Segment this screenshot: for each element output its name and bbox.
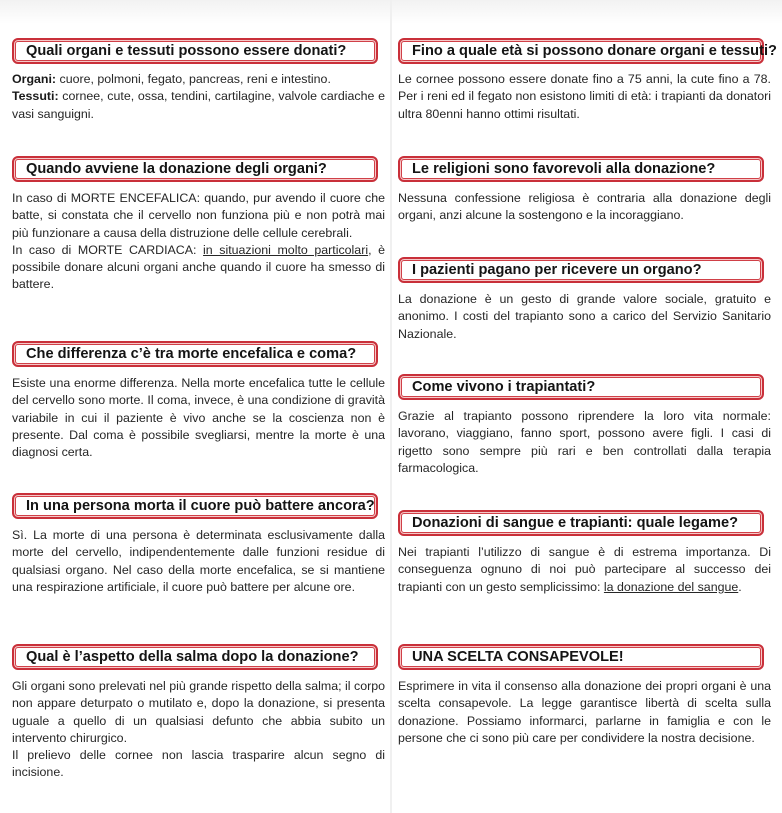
question-title: In una persona morta il cuore può battere ancora? — [26, 498, 375, 514]
answer-paragraph — [12, 242, 385, 294]
question-title: Qual è l’aspetto della salma dopo la donazione? — [26, 649, 359, 665]
question-title: Fino a quale età si possono donare organi e tessuti? — [412, 43, 777, 59]
question-title: Le religioni sono favorevoli alla donazione? — [412, 161, 716, 177]
question-title: Donazioni di sangue e trapianti: quale legame? — [412, 515, 738, 531]
question-box — [12, 644, 378, 670]
answer-paragraph: La donazione è un gesto di grande valore sociale, gratuito e anonimo. I costi del trapianto sono a carico del Servizio Sanitario Nazionale. — [398, 292, 771, 341]
answer-text — [398, 678, 773, 747]
question-box — [12, 341, 378, 367]
question-box — [12, 493, 378, 519]
answer-text — [12, 190, 387, 294]
answer-paragraph: Il prelievo delle cornee non lascia trasparire alcun segno di incisione. — [12, 748, 385, 780]
faq-section — [398, 644, 773, 747]
answer-text — [12, 527, 387, 596]
faq-section — [398, 156, 773, 225]
answer-text — [398, 291, 773, 343]
answer-text — [398, 190, 773, 225]
tessuti-text: cornee, cute, ossa, tendini, cartilagine, valvole cardiache e vasi sanguigni. — [12, 89, 385, 121]
faq-section — [398, 374, 773, 477]
answer-text — [12, 375, 387, 461]
answer-text — [398, 408, 773, 477]
faq-section — [12, 38, 387, 123]
organi-text: cuore, polmoni, fegato, pancreas, reni e intestino. — [56, 72, 331, 86]
question-box — [398, 644, 764, 670]
question-box — [12, 38, 378, 64]
faq-section — [12, 644, 387, 782]
answer-text — [12, 71, 387, 123]
faq-section — [398, 257, 773, 343]
question-box — [398, 374, 764, 400]
answer-text — [398, 71, 773, 123]
answer-paragraph: Esprimere in vita il consenso alla donazione dei propri organi è una scelta consapevole. La legge garantisce libertà di scelta sulla donazione. Possiamo informarci, parlarne in famiglia e con le persone che ci sono più care per condividere la nostra decisione. — [398, 679, 771, 745]
column-divider — [390, 0, 392, 813]
answer-paragraph — [398, 544, 771, 596]
answer-paragraph: Gli organi sono prelevati nel più grande rispetto della salma; il corpo non appare deturpato o mutilato e, dopo la donazione, si presenta uguale a quello di un qualsiasi defunto che abbia subito un intervento chirurgico. — [12, 679, 385, 745]
answer-text — [398, 544, 773, 596]
answer-span: , è possibile donare alcuni organi anche quando il cuore ha smesso di battere. — [12, 242, 385, 292]
organi-label: Organi: — [12, 72, 57, 86]
answer-text — [12, 678, 387, 782]
faq-section — [398, 510, 773, 596]
question-title: Che differenza c’è tra morte encefalica e coma? — [26, 346, 357, 362]
answer-span: . — [738, 579, 742, 594]
answer-paragraph: Sì. La morte di una persona è determinata esclusivamente dalla morte del cervello, indipendentemente dalle funzioni residue di qualsiasi organo. Nel caso della morte encefalica, se si mantiene una respirazione artificiale, il cuore può battere per alcune ore. — [12, 528, 385, 594]
question-title: Quali organi e tessuti possono essere donati? — [26, 43, 347, 59]
question-box — [398, 156, 764, 182]
answer-paragraph: Le cornee possono essere donate fino a 75 anni, la cute fino a 78. Per i reni ed il fegato non esistono limiti di età: i trapianti da donatori ultra 80enni hanno ottimi risultati. — [398, 72, 771, 121]
answer-paragraph: Esiste una enorme differenza. Nella morte encefalica tutte le cellule del cervello sono morte. Il coma, invece, è una condizione di gravità variabile in cui il paziente è vivo anche se la coscienza non è presente. Dal coma è possibile svegliarsi, mentre la morte è una diagnosi certa. — [12, 376, 385, 460]
question-title: Quando avviene la donazione degli organi? — [26, 161, 327, 177]
tessuti-label: Tessuti: — [12, 89, 59, 104]
answer-paragraph: Grazie al trapianto possono riprendere la loro vita normale: lavorano, viaggiano, fanno sport, possono avere figli. I casi di rigetto sono sempre più rari e ben controllati dalla terapia farmacologica. — [398, 409, 771, 475]
question-box — [398, 38, 777, 64]
question-box — [12, 156, 378, 182]
question-title: I pazienti pagano per ricevere un organo? — [412, 262, 702, 278]
faq-section — [398, 38, 777, 123]
underlined-text: la donazione del sangue — [603, 579, 739, 594]
question-title: UNA SCELTA CONSAPEVOLE! — [412, 649, 624, 665]
underlined-text: in situazioni molto particolari — [203, 242, 369, 257]
faq-section — [12, 341, 387, 461]
answer-span: In caso di MORTE CARDIACA: — [12, 242, 204, 257]
question-box — [398, 510, 764, 536]
question-title: Come vivono i trapiantati? — [412, 379, 596, 395]
faq-section — [12, 493, 387, 596]
faq-section — [12, 156, 387, 294]
answer-paragraph: In caso di MORTE ENCEFALICA: quando, pur avendo il cuore che batte, si constata che il cervello non funziona più e non potrà mai più funzionare a causa della distruzione delle cellule cerebrali. — [12, 191, 385, 240]
answer-span: Nei trapianti l’utilizzo di sangue è di estrema importanza. Di conseguenza ognuno di noi può partecipare al successo dei trapianti con un gesto semplicissimo: — [398, 545, 771, 594]
question-box — [398, 257, 764, 283]
answer-paragraph: Nessuna confessione religiosa è contraria alla donazione degli organi, anzi alcune la sostengono e la incoraggiano. — [398, 191, 771, 223]
